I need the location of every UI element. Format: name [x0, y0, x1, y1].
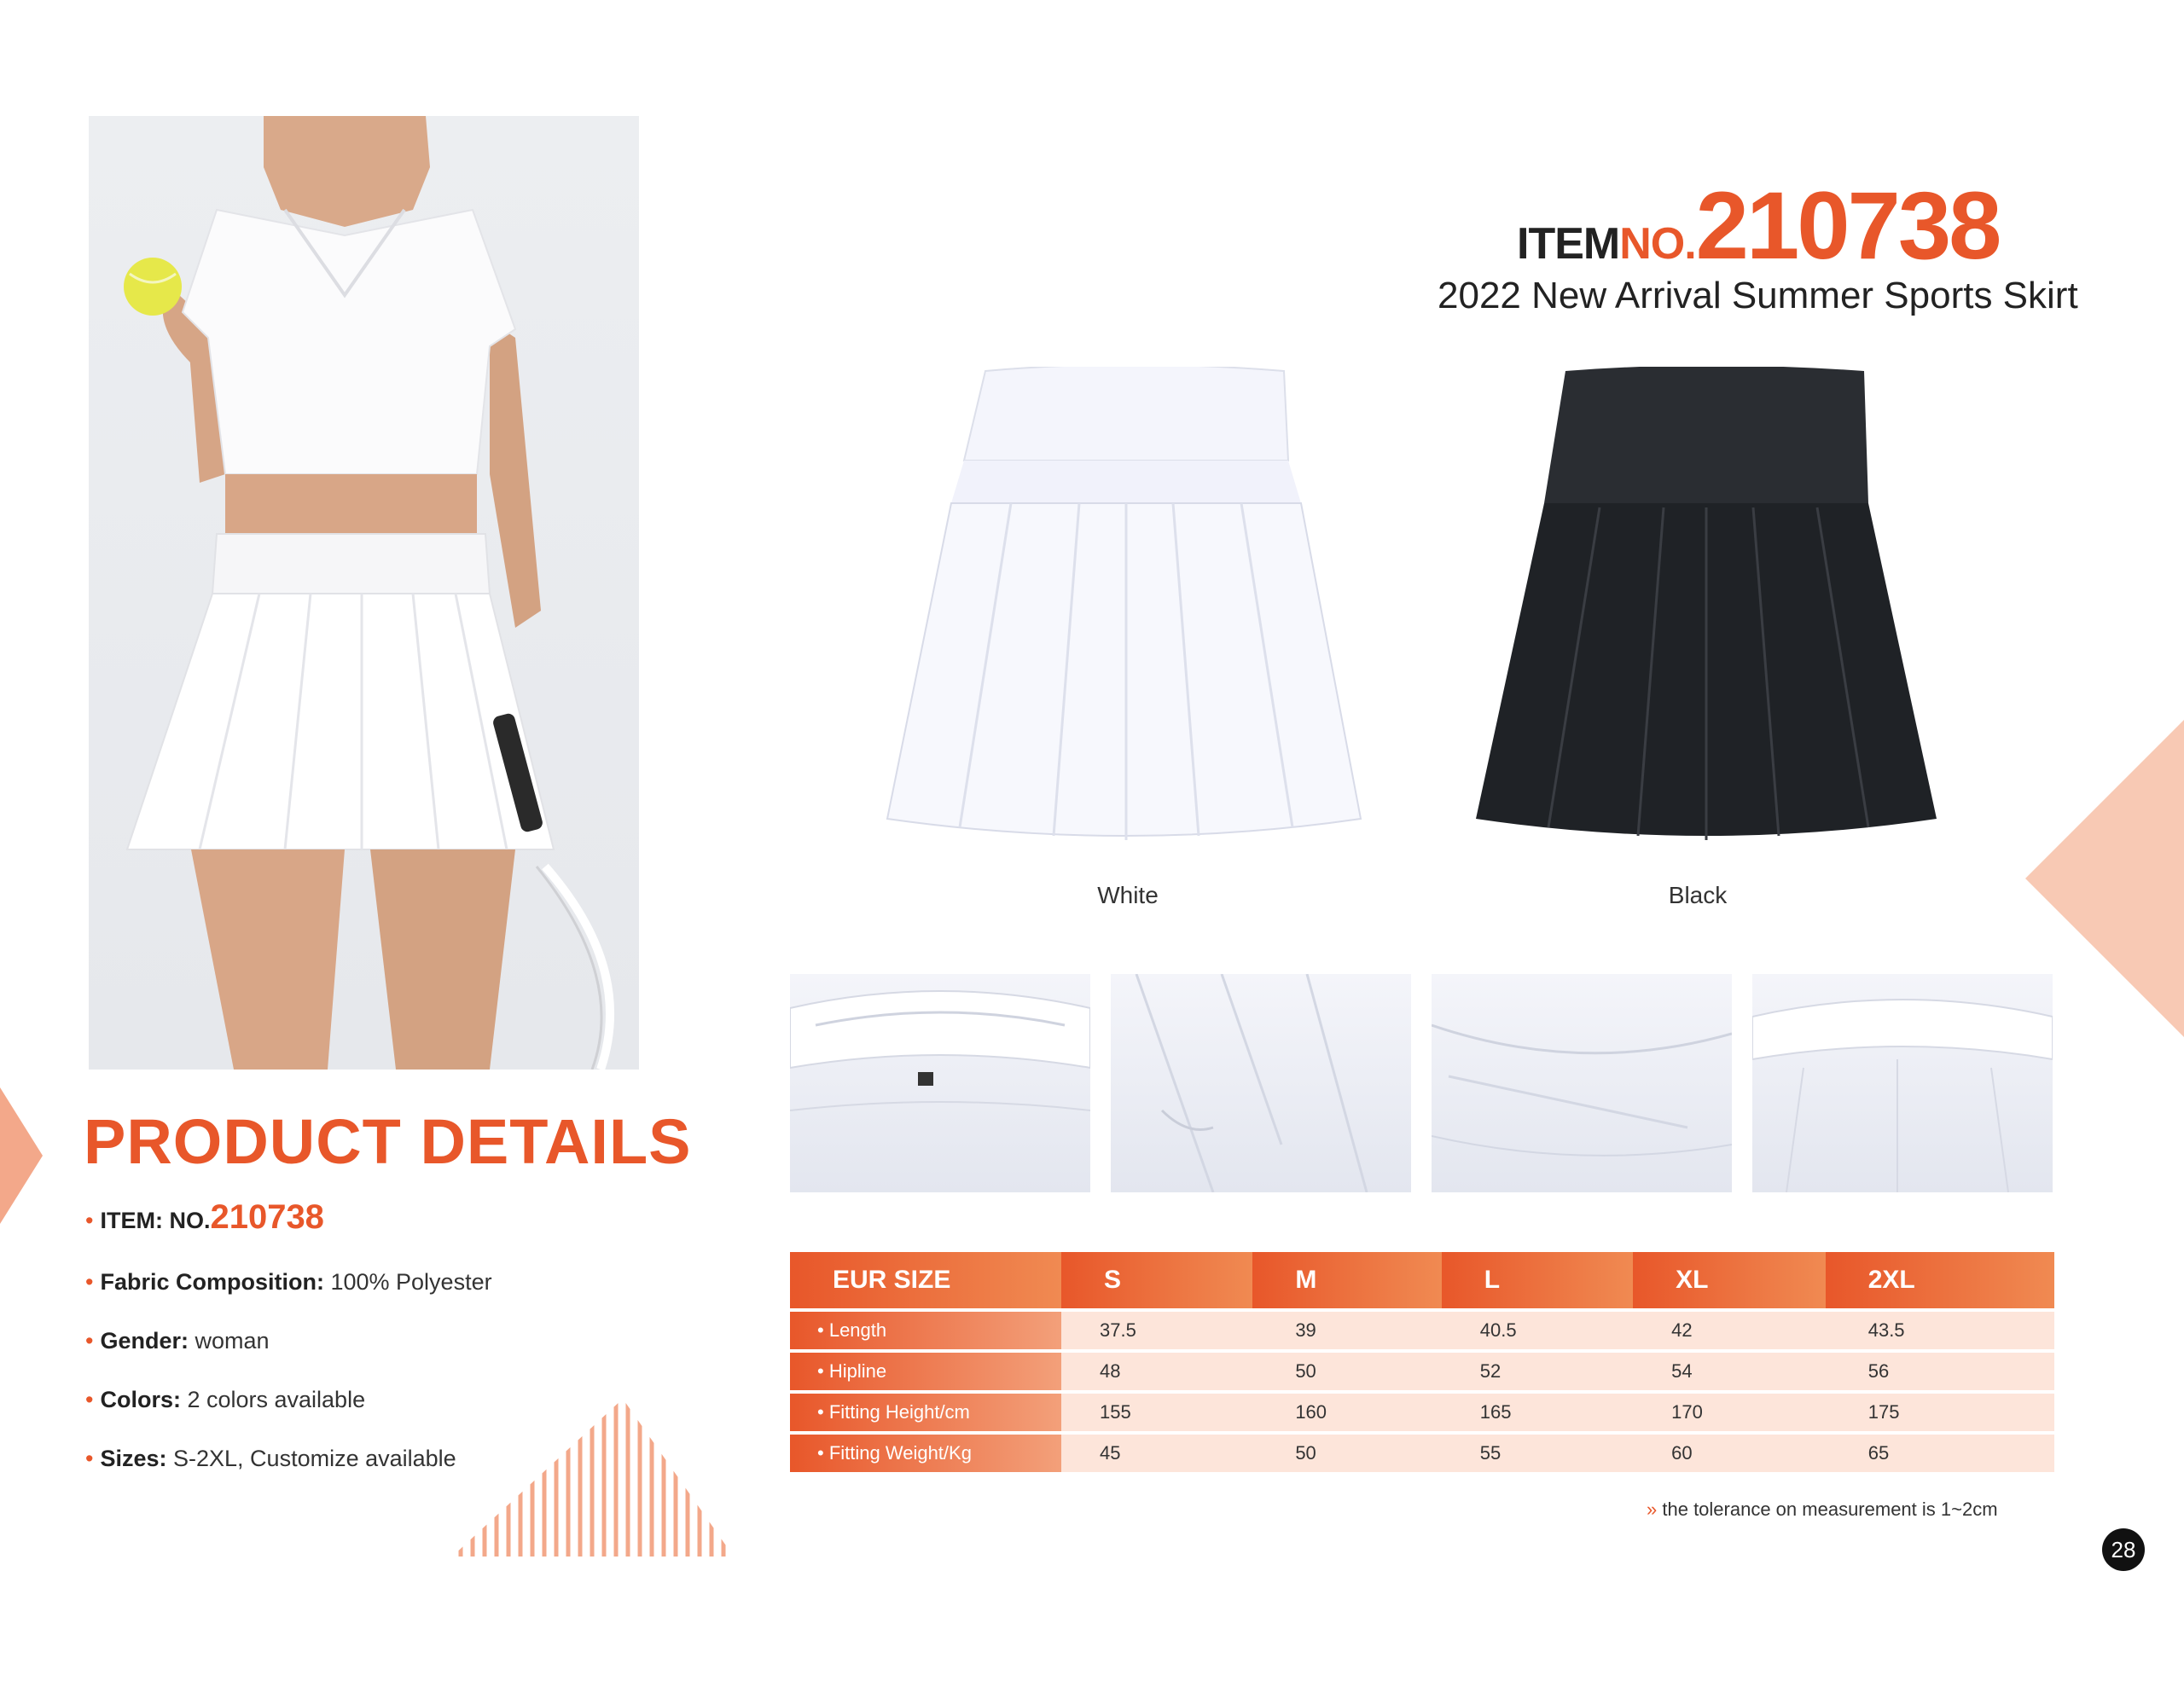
spec-colors	[85, 1387, 365, 1413]
spec-value: 100% Polyester	[330, 1269, 492, 1295]
table-cell: 60	[1633, 1435, 1826, 1472]
row-label-fitting-weight: • Fitting Weight/Kg	[790, 1435, 1061, 1472]
spec-value: S-2XL, Customize available	[173, 1446, 456, 1471]
spec-fabric	[85, 1269, 492, 1296]
no-label: NO.	[1619, 219, 1696, 269]
spec-label: Gender:	[100, 1328, 189, 1354]
header-size-xl: XL	[1633, 1252, 1826, 1308]
table-cell: 170	[1633, 1394, 1826, 1431]
item-number: 210738	[1695, 172, 2000, 279]
color-label-white: White	[1097, 882, 1159, 908]
bullet-icon: •	[85, 1446, 94, 1471]
bullet-icon: •	[85, 1328, 94, 1354]
model-photo	[89, 116, 639, 1070]
table-cell: 37.5	[1061, 1312, 1252, 1349]
table-cell: 160	[1252, 1394, 1441, 1431]
row-label-text: Fitting Weight/Kg	[828, 1442, 972, 1464]
spec-item-value: 210738	[210, 1198, 324, 1236]
detail-thumbnail-pleats	[1111, 974, 1411, 1192]
spec-item-number	[85, 1198, 324, 1237]
header-eur-size: EUR SIZE	[790, 1252, 1061, 1308]
table-cell: 54	[1633, 1353, 1826, 1390]
size-chart-table	[790, 1249, 2054, 1475]
bullet-icon: •	[85, 1269, 94, 1295]
spec-gender	[85, 1328, 270, 1354]
item-label: ITEM	[1517, 219, 1620, 269]
detail-thumbnail-hem	[1432, 974, 1732, 1192]
model-illustration	[89, 116, 639, 1070]
spec-label: Colors:	[100, 1387, 181, 1412]
table-cell: 40.5	[1442, 1312, 1633, 1349]
row-label-hipline: • Hipline	[790, 1353, 1061, 1390]
table-cell: 56	[1826, 1353, 2054, 1390]
table-row	[790, 1394, 2054, 1431]
detail-thumbnail-waistband	[790, 974, 1090, 1192]
spec-value: 2 colors available	[187, 1387, 366, 1412]
color-label-black: Black	[1668, 882, 1728, 908]
table-cell: 50	[1252, 1435, 1441, 1472]
bullet-icon: •	[85, 1387, 94, 1412]
spec-value: woman	[195, 1328, 270, 1354]
bullet-icon: •	[85, 1208, 94, 1233]
spec-label: Sizes:	[100, 1446, 167, 1471]
table-cell: 165	[1442, 1394, 1633, 1431]
table-cell: 50	[1252, 1353, 1441, 1390]
page-number-badge: 28	[2102, 1528, 2145, 1571]
row-label-length: • Length	[790, 1312, 1061, 1349]
chevron-right-icon: »	[1647, 1499, 1658, 1520]
table-cell: 55	[1442, 1435, 1633, 1472]
table-cell: 42	[1633, 1312, 1826, 1349]
tolerance-text: the tolerance on measurement is 1~2cm	[1662, 1499, 1998, 1520]
detail-thumbnail-back	[1752, 974, 2053, 1192]
table-cell: 52	[1442, 1353, 1633, 1390]
tolerance-note	[1647, 1499, 1998, 1521]
table-cell: 45	[1061, 1435, 1252, 1472]
table-row	[790, 1353, 2054, 1390]
header-size-l: L	[1442, 1252, 1633, 1308]
item-number-heading	[1517, 171, 1999, 281]
table-cell: 48	[1061, 1353, 1252, 1390]
white-skirt-image	[883, 367, 1369, 853]
size-chart-header-row	[790, 1252, 2054, 1308]
spec-item-label: ITEM: NO.	[100, 1208, 211, 1233]
row-label-text: Hipline	[828, 1360, 887, 1382]
row-label-text: Length	[828, 1319, 887, 1341]
row-label-fitting-height: • Fitting Height/cm	[790, 1394, 1061, 1431]
header-size-m: M	[1252, 1252, 1441, 1308]
spec-label: Fabric Composition:	[100, 1269, 324, 1295]
table-cell: 65	[1826, 1435, 2054, 1472]
decorative-triangle-left	[0, 1087, 43, 1224]
table-cell: 43.5	[1826, 1312, 2054, 1349]
row-label-text: Fitting Height/cm	[828, 1401, 970, 1423]
product-subtitle: 2022 New Arrival Summer Sports Skirt	[1438, 275, 2078, 316]
table-row	[790, 1435, 2054, 1472]
table-cell: 175	[1826, 1394, 2054, 1431]
table-row	[790, 1312, 2054, 1349]
spec-sizes	[85, 1446, 456, 1472]
decorative-striped-triangle	[452, 1399, 734, 1557]
header-size-s: S	[1061, 1252, 1252, 1308]
table-cell: 39	[1252, 1312, 1441, 1349]
product-details-title: PRODUCT DETAILS	[84, 1106, 692, 1177]
header-size-2xl: 2XL	[1826, 1252, 2054, 1308]
black-skirt-image	[1472, 367, 1941, 853]
table-cell: 155	[1061, 1394, 1252, 1431]
